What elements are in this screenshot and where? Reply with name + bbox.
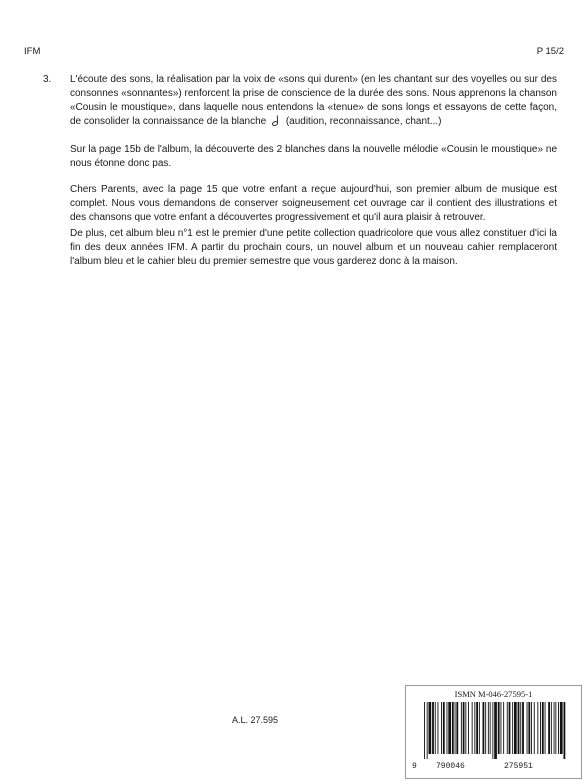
header-left: IFM	[24, 46, 41, 57]
barcode-digit-left: 790046	[436, 762, 465, 771]
ismn-number: ISMN M-046-27595-1	[454, 689, 533, 699]
catalog-code: A.L. 27.595	[232, 715, 279, 725]
item-number: 3.	[43, 74, 52, 85]
barcode-label	[405, 685, 582, 779]
paragraph-collection: De plus, cet album bleu n°1 est le premier d'une petite collection quadricolore que vous allez constituer d'ici la fin des deux années IFM. A partir du prochain cours, un nouvel album et un nouveau cahier remplaceront l'album bleu et le cahier bleu du premier semestre que vous garderez donc à la maison.	[70, 228, 557, 267]
paragraph-parents: Chers Parents, avec la page 15 que votre enfant a reçue aujourd'hui, son premier album de musique est complet. Nous vous demandons de conserver soigneusement cet ouvrage car il contient des illustrations et des chansons que votre enfant a découvertes progressivement et qu'il aura plaisir à retrouver.	[70, 184, 557, 223]
paragraph-2: Sur la page 15b de l'album, la découverte des 2 blanches dans la nouvelle mélodie «Cousin le moustique» ne nous étonne donc pas.	[70, 144, 557, 169]
barcode-digit-right: 275951	[504, 762, 533, 771]
half-note-icon	[272, 115, 280, 126]
barcode-icon	[420, 702, 570, 759]
paragraph-1	[70, 73, 557, 129]
paragraph-1-text: L'écoute des sons, la réalisation par la voix de «sons qui durent» (en les chantant sur des voyelles ou sur des consonnes «sonnantes») renforcent la prise de conscience de la durée des sons. Nous apprenons la chanson «Cousin le moustique», dans laquelle nous entendons la «tenue» de sons longs et essayons de cette façon, de consolider la connaissance de la blanche	[70, 74, 557, 127]
page-number: P 15/2	[536, 46, 564, 57]
barcode-digit-prefix: 9	[412, 762, 417, 771]
paragraph-1-end: (audition, reconnaissance, chant...)	[285, 116, 442, 127]
